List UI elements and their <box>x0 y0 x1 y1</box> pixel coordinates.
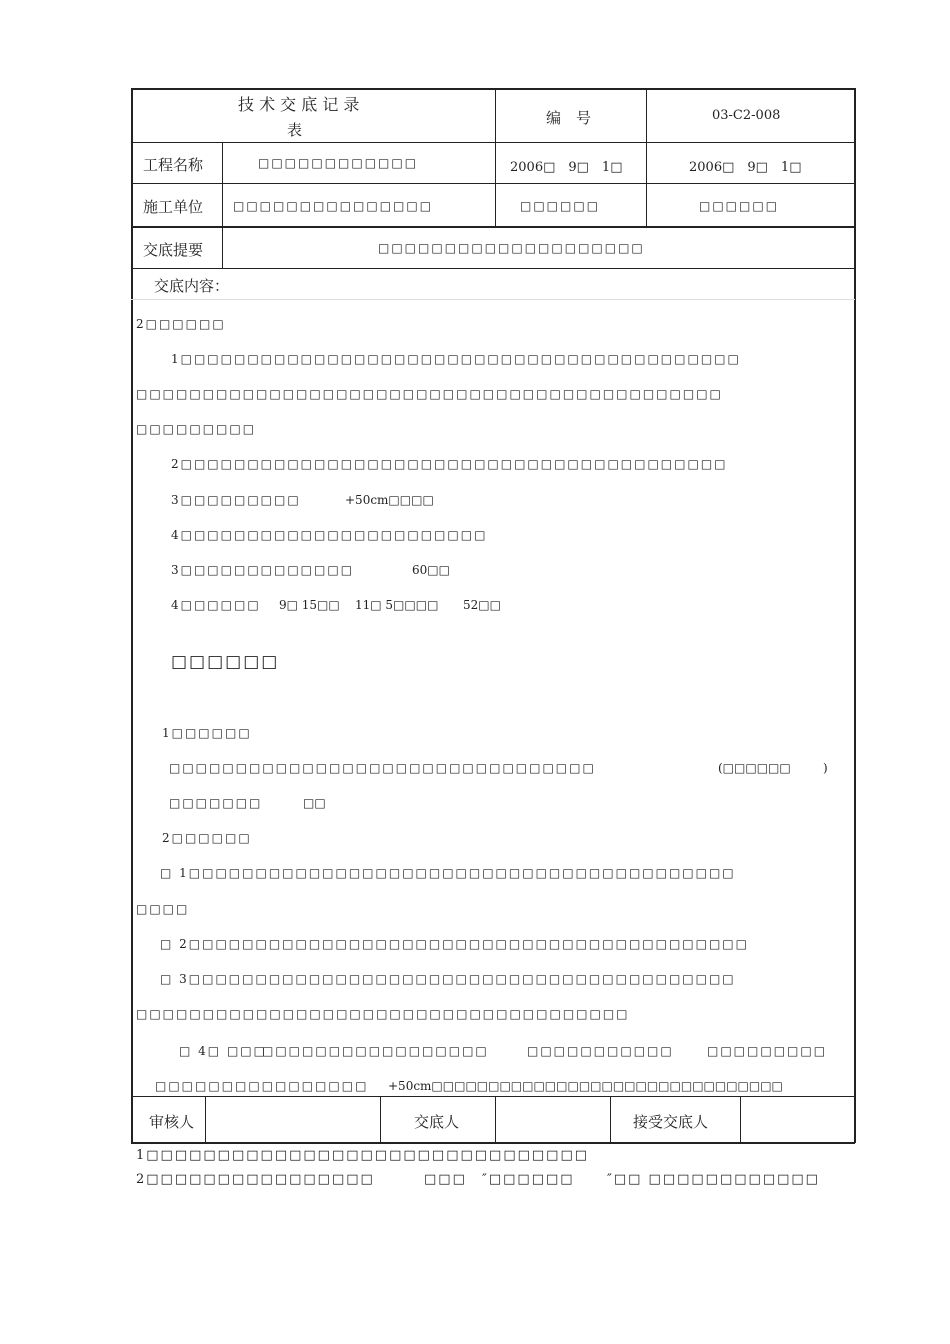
content-line: 3□□□□□□□□□ <box>171 493 301 507</box>
content-line: □ 4□ □□□ <box>179 1044 267 1058</box>
project-date-2: 2006□ 9□ 1□ <box>689 160 802 175</box>
content-line: □ 1□□□□□□□□□□□□□□□□□□□□□□□□□□□□□□□□□□□□□□□□□ <box>160 866 736 880</box>
presenter-label: 交底人 <box>414 1113 460 1131</box>
content-line: 4□□□□□□□□□□□□□□□□□□□□□□□ <box>171 528 488 542</box>
content-line: □□□□□□□□□□□□□□□□ <box>155 1079 369 1093</box>
content-line: 3□□□□□□□□□□□□□ <box>171 563 355 577</box>
content-line: □□□□□□□□□ <box>707 1044 828 1058</box>
receiver-label: 接受交底人 <box>633 1113 709 1131</box>
content-line: 1□□□□□□□□□□□□□□□□□□□□□□□□□□□□□□□□□□□□□□□□□□ <box>171 352 741 366</box>
footnote-2-part: ″□□□□□□ <box>482 1172 575 1187</box>
content-line: □ 2□□□□□□□□□□□□□□□□□□□□□□□□□□□□□□□□□□□□□□□□□□ <box>160 937 749 951</box>
number-value: 03-C2-008 <box>712 108 781 123</box>
summary-label: 交底提要 <box>143 241 204 259</box>
content-line: □□□□ <box>136 902 190 916</box>
reviewer-label: 审核人 <box>149 1113 195 1131</box>
content-line: 11□ 5□□□□ <box>355 598 439 612</box>
content-line: 52□□ <box>463 598 501 612</box>
content-line: □□□□□□□□□ <box>136 422 257 436</box>
section-heading: □□□□□□ <box>171 652 280 672</box>
content-line: □ 3□□□□□□□□□□□□□□□□□□□□□□□□□□□□□□□□□□□□□□□□□ <box>160 972 736 986</box>
content-line: 2□□□□□□ <box>136 317 226 331</box>
number-label: 编 号 <box>546 109 592 127</box>
footnote-2: 2□□□□□□□□□□□□□□□□ <box>136 1172 375 1187</box>
construction-unit-value: □□□□□□□□□□□□□□□ <box>233 199 434 213</box>
content-line: □□□□□□□□□□□□□□□□□□□□□□□□□□□□□□□□ <box>169 761 596 775</box>
construction-unit-label: 施工单位 <box>143 198 204 216</box>
content-line: □□ <box>303 796 326 810</box>
project-name-label: 工程名称 <box>143 156 204 174</box>
content-line: □□□□□□□ <box>169 796 263 810</box>
content-line: +50cm□□□□ <box>345 493 434 507</box>
content-line: 60□□ <box>412 563 450 577</box>
content-line: 4□□□□□□ <box>171 598 261 612</box>
project-date-1: 2006□ 9□ 1□ <box>510 160 623 175</box>
content-line: □□□□□□□□□□□□□□□□□ <box>262 1044 489 1058</box>
content-line: 1□□□□□□ <box>162 726 252 740</box>
footnote-1: 1□□□□□□□□□□□□□□□□□□□□□□□□□□□□□□□ <box>136 1148 590 1163</box>
content-line: 2□□□□□□□□□□□□□□□□□□□□□□□□□□□□□□□□□□□□□□□□□ <box>171 457 728 471</box>
content-line: (□□□□□□ <box>718 761 791 775</box>
content-line: □□□□□□□□□□□□□□□□□□□□□□□□□□□□□□□□□□□□□ <box>136 1007 630 1021</box>
content-line: ) <box>823 761 828 775</box>
content-line: □□□□□□□□□□□□□□□□□□□□□□□□□□□□□□□□□□□□□□□□□□□□ <box>136 387 723 401</box>
form-title-suffix: 表 <box>287 121 303 139</box>
content-line: □□□□□□□□□□□ <box>527 1044 674 1058</box>
unit-field-4: □□□□□□ <box>699 199 780 213</box>
project-name-value: □□□□□□□□□□□□ <box>258 156 419 170</box>
footnote-2-part: □□□ <box>424 1172 467 1187</box>
content-line: 9□ 15□□ <box>279 598 340 612</box>
footnote-2-part: ″□□ □□□□□□□□□□□□ <box>607 1172 820 1187</box>
unit-field-3: □□□□□□ <box>520 199 601 213</box>
content-line: +50cm□□□□□□□□□□□□□□□□□□□□□□□□□□□□□□□ <box>388 1079 783 1093</box>
form-title: 技 术 交 底 记 录 <box>238 95 360 114</box>
summary-value: □□□□□□□□□□□□□□□□□□□□ <box>378 241 645 255</box>
content-line: 2□□□□□□ <box>162 831 252 845</box>
content-label: 交底内容： <box>154 277 230 295</box>
